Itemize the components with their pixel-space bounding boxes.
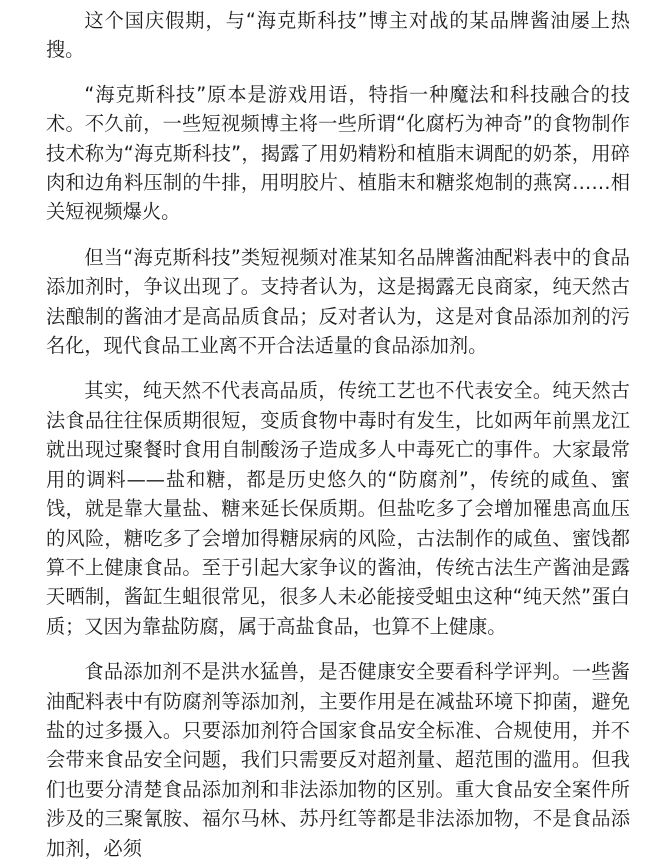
paragraph: 食品添加剂不是洪水猛兽，是否健康安全要看科学评判。一些酱油配料表中有防腐剂等添加剂，主要作用是在减盐环境下抑菌，避免盐的过多摄入。只要添加剂符合国家食品安全标准、合规使用，并不会带来食品安全问题，我们只需要反对超剂量、超范围的滥用。但我们也要分清楚食品添加剂和非法添加物的区别。重大食品安全案件所涉及的三聚氰胺、福尔马林、苏丹红等都是非法添加物，不是食品添加剂，必须	[46, 660, 630, 860]
paragraph: 其实，纯天然不代表高品质，传统工艺也不代表安全。纯天然古法食品往往保质期很短，变质食物中毒时有发生，比如两年前黑龙江就出现过聚餐时食用自制酸汤子造成多人中毒死亡的事件。大家最常用的调料——盐和糖，都是历史悠久的“防腐剂”，传统的咸鱼、蜜饯，就是靠大量盐、糖来延长保质期。但盐吃多了会增加罹患高血压的风险，糖吃多了会增加得糖尿病的风险，古法制作的咸鱼、蜜饯都算不上健康食品。至于引起大家争议的酱油，传统古法生产酱油是露天晒制，酱缸生蛆很常见，很多人未必能接受蛆虫这种“纯天然”蛋白质；又因为靠盐防腐，属于高盐食品，也算不上健康。	[46, 379, 630, 638]
article-body	[46, 0, 630, 860]
paragraph: 这个国庆假期，与“海克斯科技”博主对战的某品牌酱油屡上热搜。	[46, 9, 630, 62]
paragraph: “海克斯科技”原本是游戏用语，特指一种魔法和科技融合的技术。不久前，一些短视频博主将一些所谓“化腐朽为神奇”的食物制作技术称为“海克斯科技”，揭露了用奶精粉和植脂末调配的奶茶，用碎肉和边角料压制的牛排，用明胶片、植脂末和糖浆炮制的燕窝……相关短视频爆火。	[46, 82, 630, 224]
paragraph: 但当“海克斯科技”类短视频对准某知名品牌酱油配料表中的食品添加剂时，争议出现了。支持者认为，这是揭露无良商家，纯天然古法酿制的酱油才是高品质食品；反对者认为，这是对食品添加剂的污名化，现代食品工业离不开合法适量的食品添加剂。	[46, 245, 630, 358]
